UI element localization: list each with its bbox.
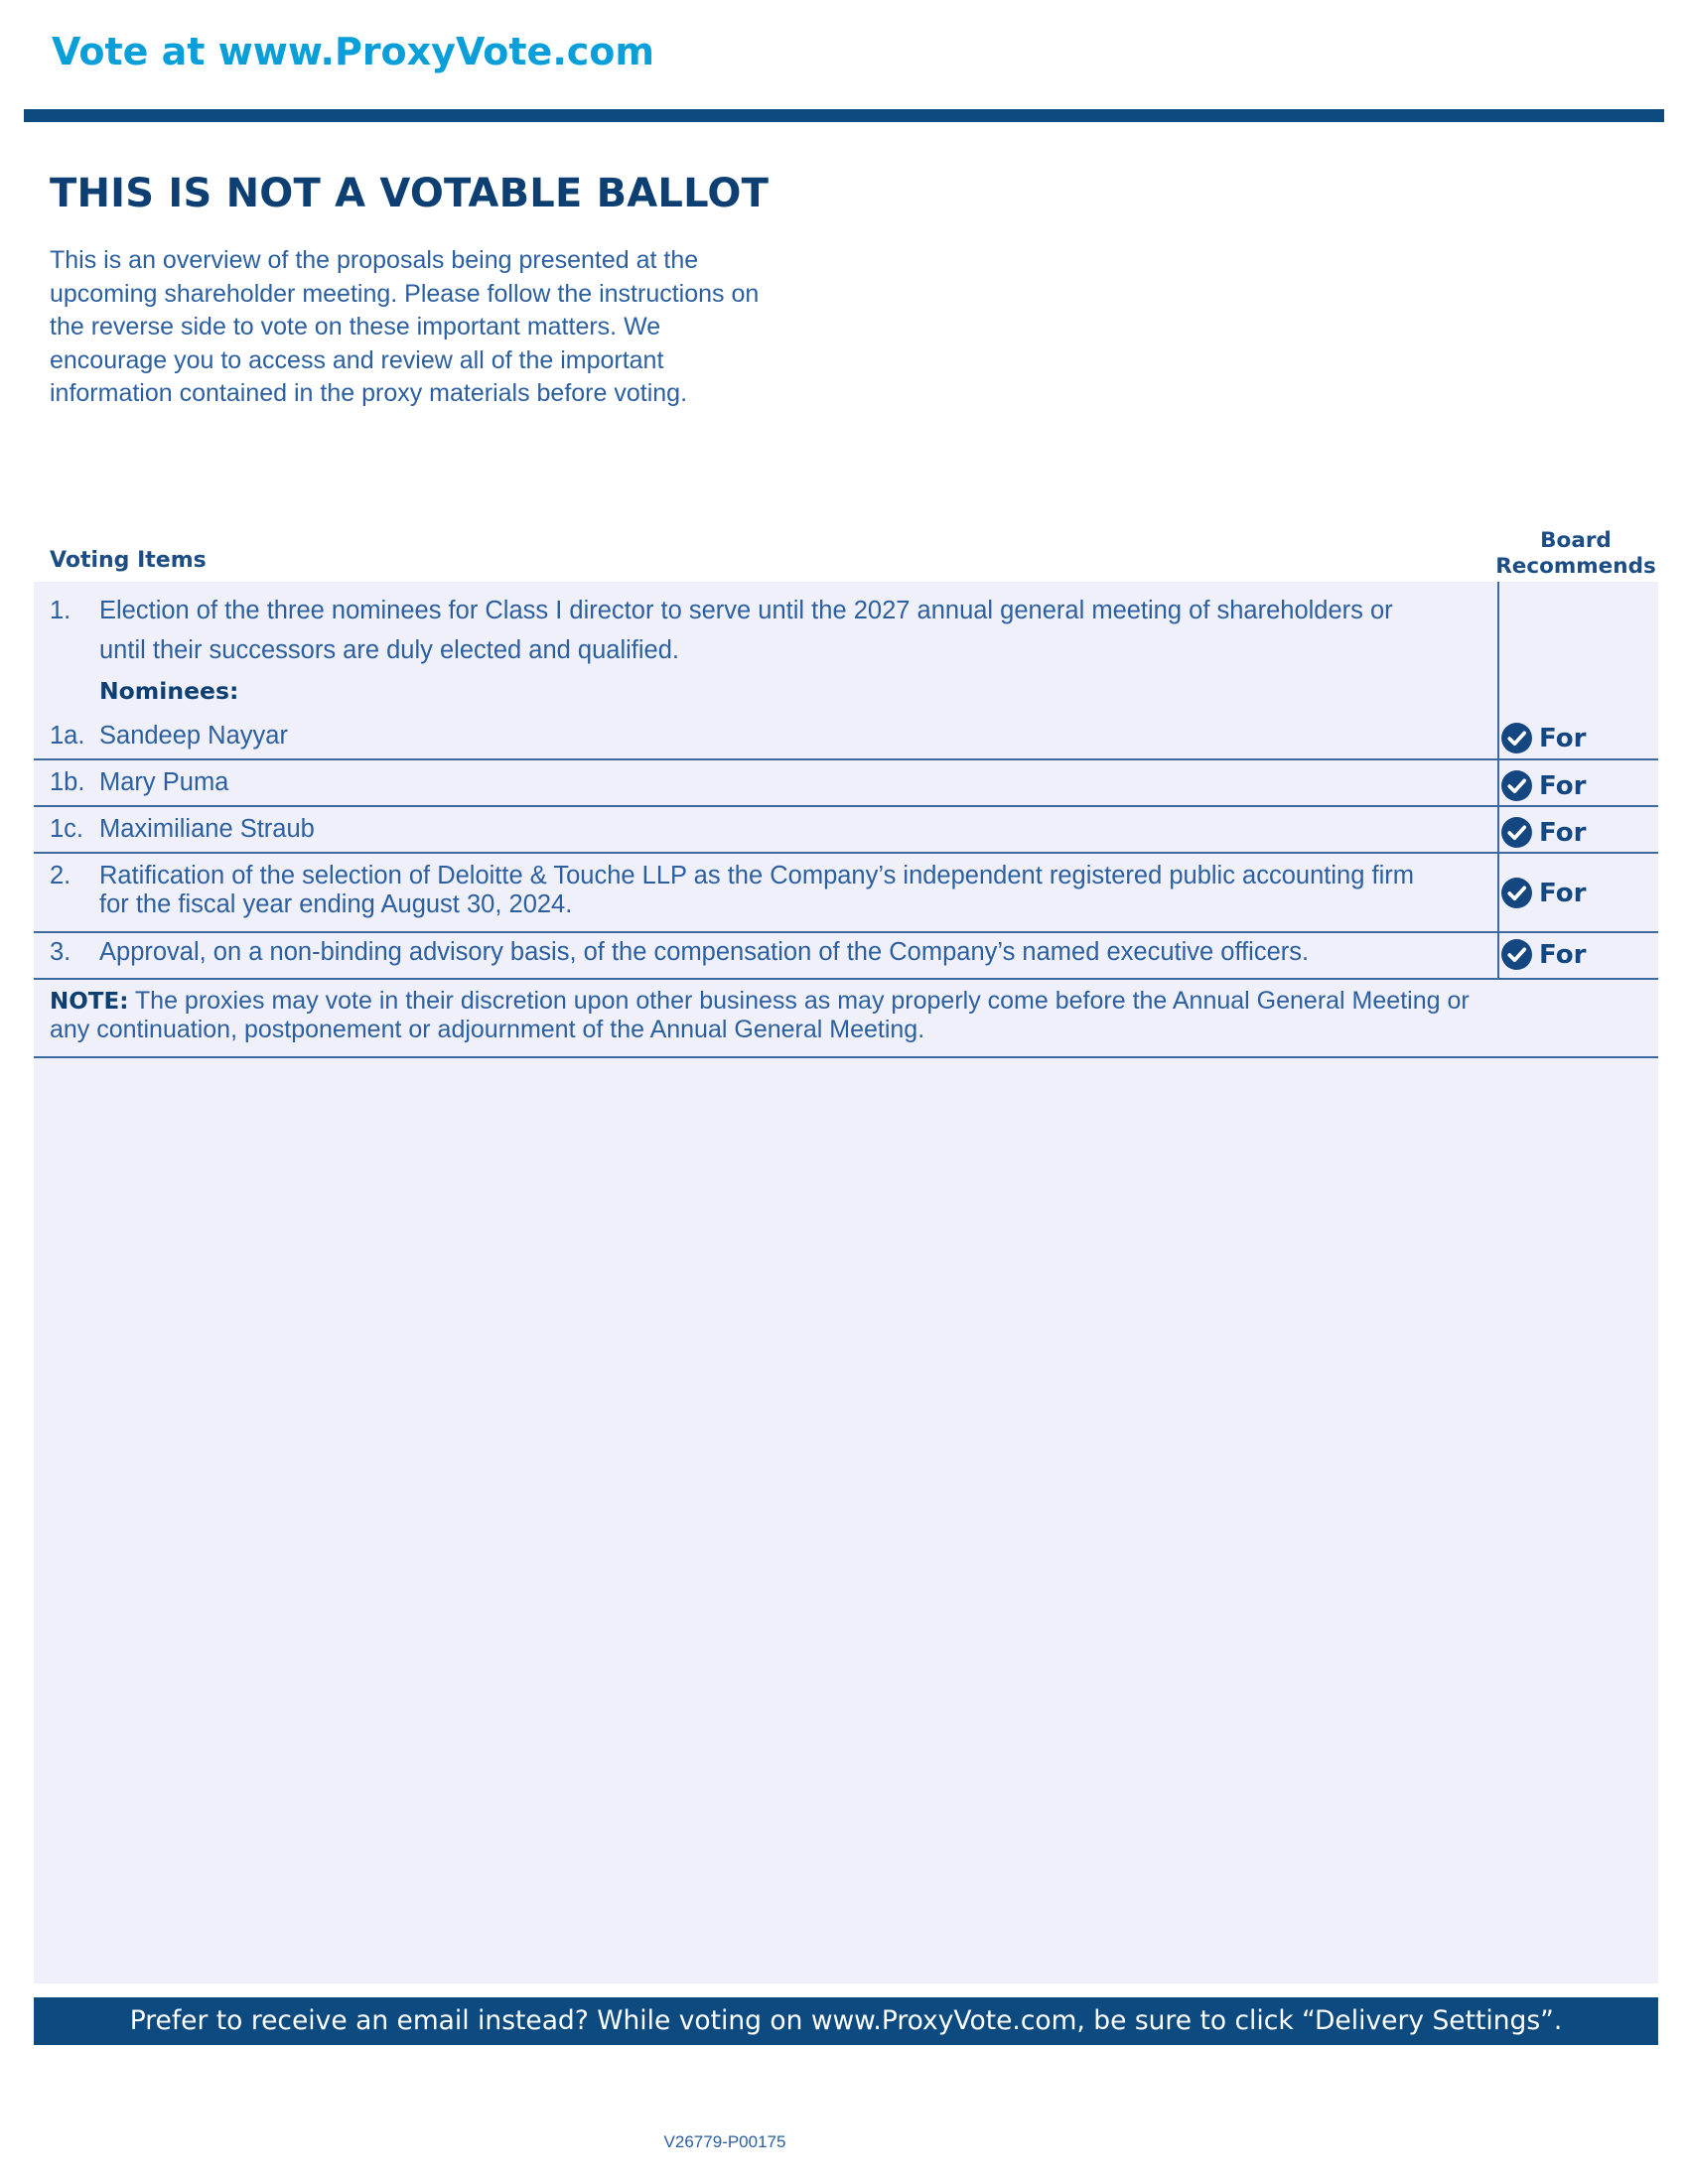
recommendation [1500, 722, 1586, 754]
recommendation-label: For [1539, 878, 1587, 908]
board-recommends-header: Board Recommends [1495, 528, 1656, 579]
row-number: 2. [50, 862, 71, 889]
item-text-line2: until their successors are duly elected and qualified. [99, 636, 679, 664]
recommendation-label: For [1539, 939, 1587, 970]
item-number: 1. [50, 597, 71, 624]
page-title: THIS IS NOT A VOTABLE BALLOT [50, 171, 770, 216]
recommendation [1500, 816, 1586, 849]
nominee-name: Sandeep Nayyar [99, 722, 288, 750]
nominees-label: Nominees: [99, 677, 239, 705]
item-text: Election of the three nominees for Class I director to serve until the 2027 annual general meeting of shareholders or [99, 597, 1393, 624]
proposal-text-line2: for the fiscal year ending August 30, 2024. [99, 890, 573, 918]
proposal-text: Approval, on a non-binding advisory basis, of the compensation of the Company’s named executive officers. [99, 938, 1310, 966]
recommendation-label: For [1539, 770, 1587, 801]
document-code: V26779-P00175 [663, 2132, 786, 2151]
nominee-name: Mary Puma [99, 768, 229, 796]
note [50, 987, 1495, 1043]
check-circle-icon [1500, 877, 1533, 909]
recommendation-label: For [1539, 723, 1587, 753]
row-divider [34, 852, 1658, 854]
recommendation [1500, 877, 1586, 909]
check-circle-icon [1500, 816, 1533, 849]
voting-items-header: Voting Items [50, 548, 207, 573]
intro-text: This is an overview of the proposals being presented at the upcoming shareholder meeting. Please follow the instructions on the reverse side to vote on these important matters. We encourage you to access and review all of the important information contained in the proxy materials before voting. [50, 246, 760, 408]
nominee-name: Maximiliane Straub [99, 815, 315, 843]
recommendation-label: For [1539, 817, 1587, 848]
row-number: 1b. [50, 768, 85, 796]
row-number: 3. [50, 938, 71, 966]
proposal-text: Ratification of the selection of Deloitte & Touche LLP as the Company’s independent registered public accounting firm [99, 862, 1414, 889]
row-divider [34, 978, 1658, 980]
check-circle-icon [1500, 938, 1533, 971]
note-label: NOTE: [50, 989, 129, 1015]
column-divider [1497, 582, 1499, 979]
row-divider [34, 758, 1658, 760]
row-number: 1a. [50, 722, 85, 750]
proxyvote-link[interactable]: Vote at www.ProxyVote.com [52, 30, 654, 73]
row-number: 1c. [50, 815, 84, 843]
row-divider [34, 931, 1658, 933]
recommendation [1500, 769, 1586, 802]
header-rule [24, 109, 1664, 122]
delivery-settings-banner: Prefer to receive an email instead? While voting on www.ProxyVote.com, be sure to click “Delivery Settings”. [34, 1997, 1658, 2045]
row-divider [34, 805, 1658, 807]
recommendation [1500, 938, 1586, 971]
check-circle-icon [1500, 722, 1533, 754]
note-text: The proxies may vote in their discretion upon other business as may properly come before the Annual General Meeting or any continuation, postponement or adjournment of the Annual General Meeting. [50, 987, 1470, 1043]
check-circle-icon [1500, 769, 1533, 802]
table-bottom-rule [34, 1056, 1658, 1058]
